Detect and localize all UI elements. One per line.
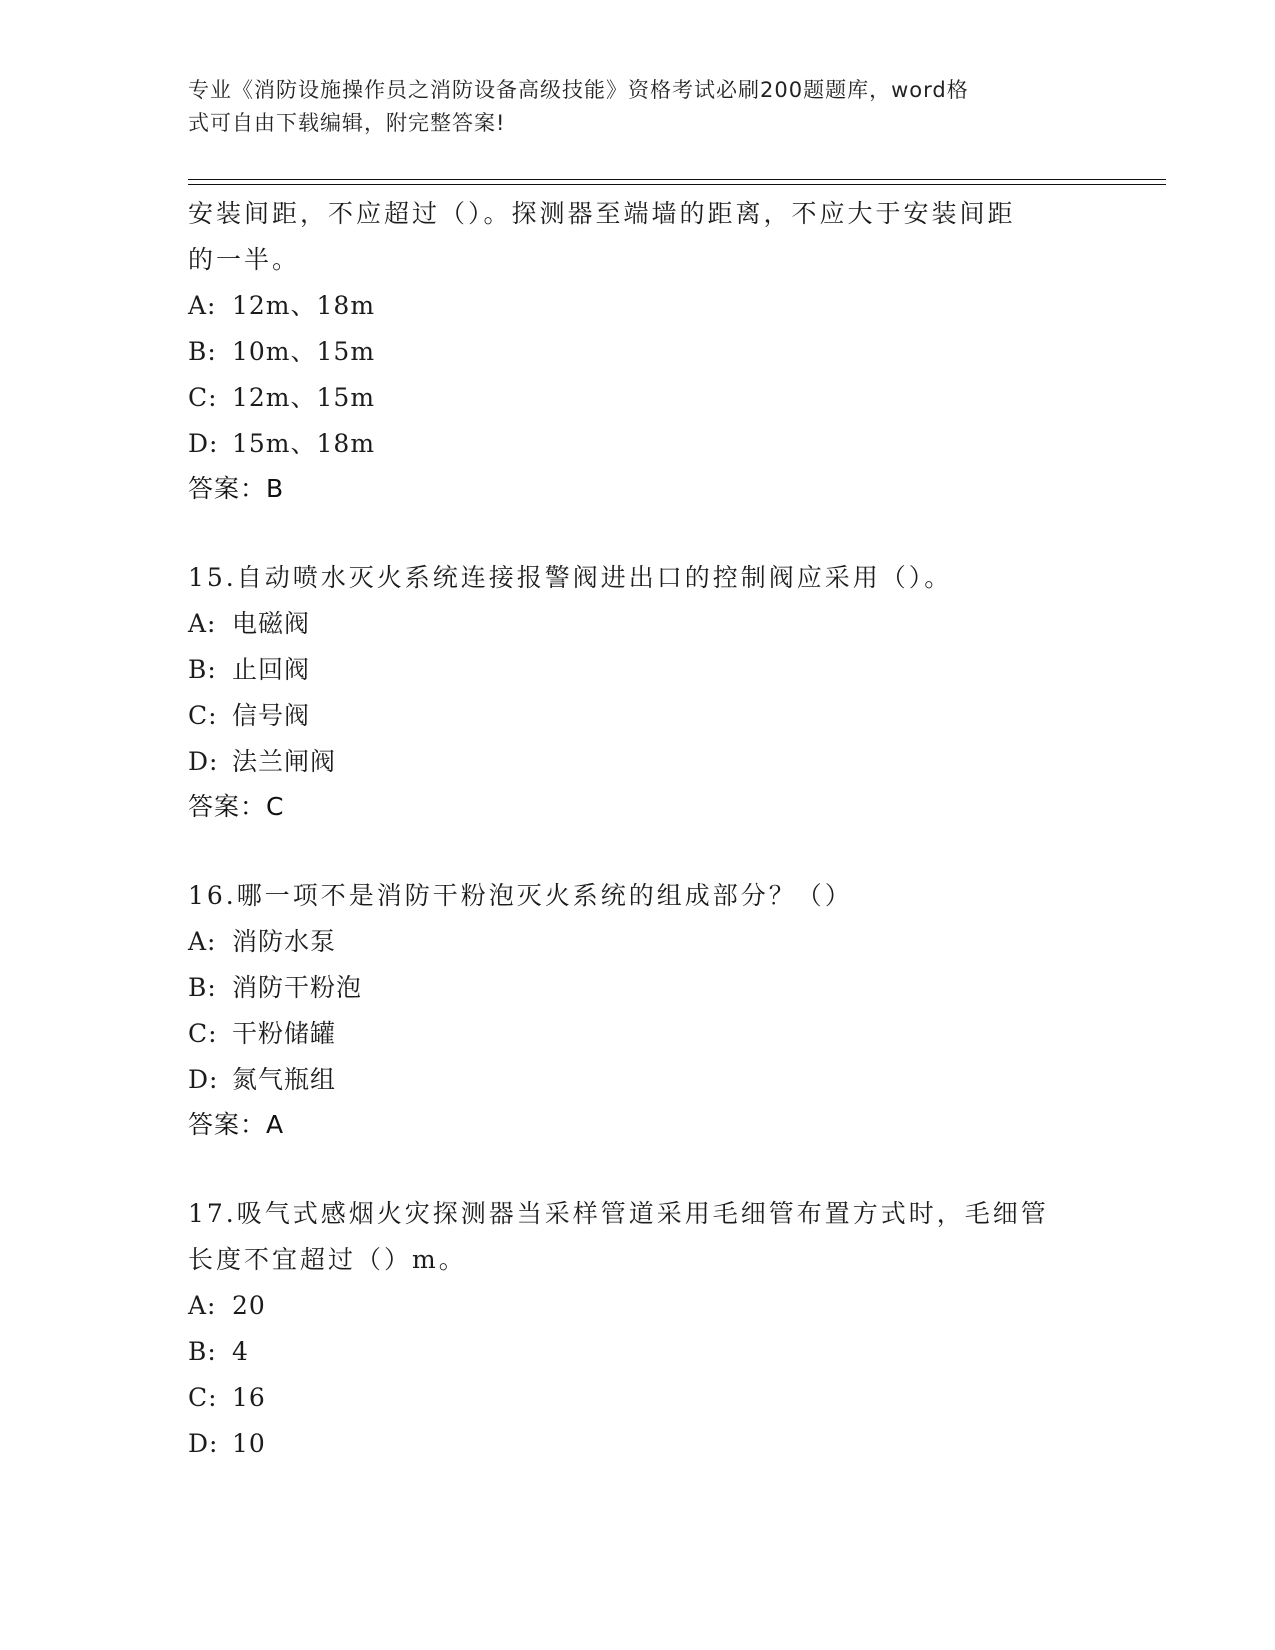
- header-line-2: 式可自由下载编辑，附完整答案!: [188, 111, 506, 135]
- option-label: A:: [188, 927, 217, 956]
- option-text: 法兰闸阀: [232, 747, 337, 776]
- question-14-continuation: [188, 191, 1088, 511]
- option-label: C:: [188, 1383, 218, 1412]
- header-line-1: 专业《消防设施操作员之消防设备高级技能》资格考试必刷200题题库，word格: [188, 78, 969, 102]
- question-text-line: 16.哪一项不是消防干粉泡灭火系统的组成部分？（）: [188, 881, 853, 910]
- option-a: [188, 919, 1088, 965]
- option-text: 信号阀: [232, 701, 311, 730]
- option-label: B:: [188, 1337, 217, 1366]
- option-b: [188, 329, 1088, 375]
- option-b: [188, 647, 1088, 693]
- option-c: [188, 1375, 1088, 1421]
- option-text: 电磁阀: [232, 609, 311, 638]
- option-b: [188, 965, 1088, 1011]
- option-label: C:: [188, 1019, 218, 1048]
- document-body: [188, 191, 1088, 1467]
- option-label: B:: [188, 337, 217, 366]
- option-text: 氮气瓶组: [232, 1065, 337, 1094]
- answer-line: 答案：B: [188, 474, 285, 503]
- question-text-line: 的一半。: [188, 245, 301, 274]
- answer-line: 答案：C: [188, 792, 285, 821]
- option-label: D:: [188, 1429, 219, 1458]
- question-16: [188, 873, 1088, 1147]
- question-text-line: 长度不宜超过（）m。: [188, 1245, 467, 1274]
- option-text: 12m、15m: [232, 383, 376, 412]
- option-label: A:: [188, 291, 217, 320]
- option-label: A:: [188, 609, 217, 638]
- question-text-line: 15.自动喷水灭火系统连接报警阀进出口的控制阀应采用（）。: [188, 563, 953, 592]
- option-a: [188, 601, 1088, 647]
- option-text: 干粉储罐: [232, 1019, 337, 1048]
- option-d: [188, 421, 1088, 467]
- option-d: [188, 1421, 1088, 1467]
- option-text: 止回阀: [232, 655, 311, 684]
- option-a: [188, 1283, 1088, 1329]
- question-17: [188, 1191, 1088, 1467]
- option-c: [188, 693, 1088, 739]
- option-b: [188, 1329, 1088, 1375]
- option-text: 10m、15m: [232, 337, 376, 366]
- option-label: B:: [188, 973, 217, 1002]
- option-label: D:: [188, 1065, 219, 1094]
- option-a: [188, 283, 1088, 329]
- option-text: 12m、18m: [232, 291, 376, 320]
- option-text: 消防干粉泡: [232, 973, 363, 1002]
- question-text-line: 安装间距，不应超过（）。探测器至端墙的距离，不应大于安装间距: [188, 199, 1016, 228]
- option-label: D:: [188, 429, 219, 458]
- option-label: B:: [188, 655, 217, 684]
- header-rule-bottom: [188, 184, 1166, 185]
- option-label: C:: [188, 701, 218, 730]
- option-c: [188, 1011, 1088, 1057]
- option-d: [188, 739, 1088, 785]
- question-15: [188, 555, 1088, 829]
- option-c: [188, 375, 1088, 421]
- document-header: [188, 74, 1068, 140]
- question-text-line: 17.吸气式感烟火灾探测器当采样管道采用毛细管布置方式时，毛细管: [188, 1199, 1049, 1228]
- header-rule-top: [188, 179, 1166, 180]
- option-text: 20: [232, 1291, 266, 1320]
- option-text: 4: [232, 1337, 249, 1366]
- option-d: [188, 1057, 1088, 1103]
- option-text: 消防水泵: [232, 927, 337, 956]
- option-label: C:: [188, 383, 218, 412]
- answer-line: 答案：A: [188, 1110, 285, 1139]
- option-label: D:: [188, 747, 219, 776]
- option-text: 16: [232, 1383, 266, 1412]
- option-text: 15m、18m: [232, 429, 376, 458]
- option-label: A:: [188, 1291, 217, 1320]
- option-text: 10: [232, 1429, 266, 1458]
